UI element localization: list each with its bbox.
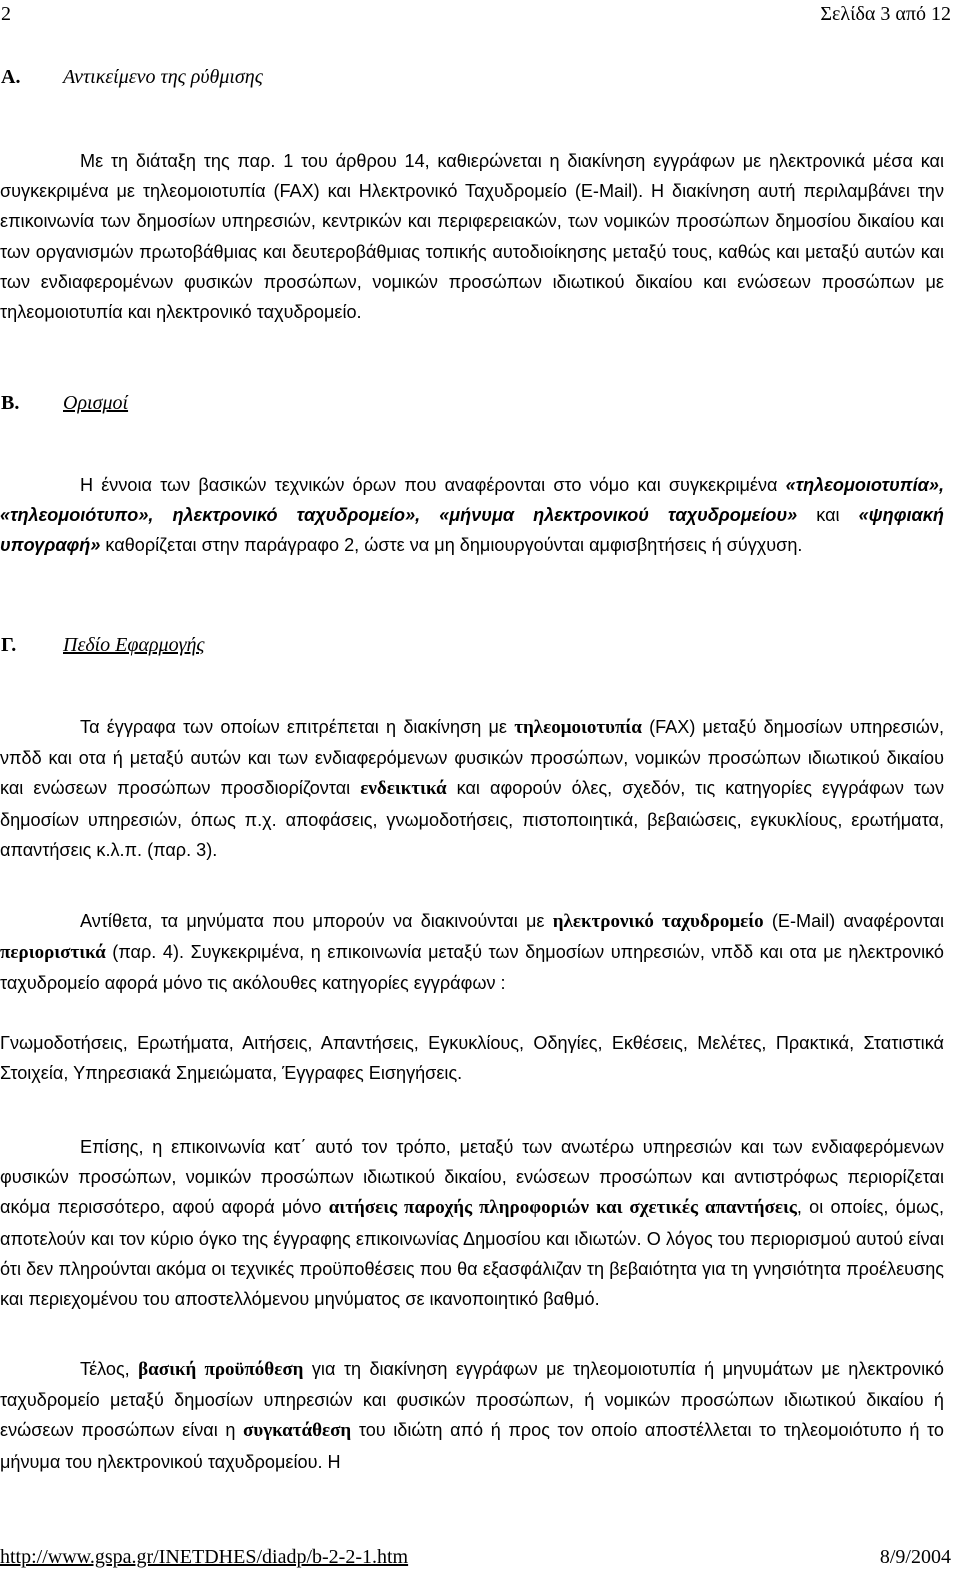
bold-term: συγκατάθεση: [243, 1420, 352, 1442]
text-run: (FAX) μεταξύ δημοσίων υπηρεσιών, νπδδ και οτα ή μεταξύ αυτών και των ενδιαφερόμενων φυσικών προσώπων, νομικών προσώπων ιδιωτικού δικαίου και ενώσεων προσώπων προσδιορίζονται: [0, 717, 944, 799]
section-a-paragraph: Με τη διάταξη της παρ. 1 του άρθρου 14, καθιερώνεται η διακίνηση εγγράφων με ηλεκτρονικά μέσα και συγκεκριμένα με τηλεομοιοτυπία (FAX) και Ηλεκτρονικό Ταχυδρομείο (E-Mail). Η διακίνηση αυτή περιλαμβάνει την επικοινωνία των δημοσίων υπηρεσιών, κεντρικών και περιφερειακών, των νομικών προσώπων δημοσίου δικαίου και των οργανισμών πρωτοβάθμιας και δευτεροβάθμιας τοπικής αυτοδιοίκησης μεταξύ τους, καθώς και μεταξύ αυτών και των ενδιαφερομένων φυσικών προσώπων, νομικών προσώπων ιδιωτικού δικαίου και ενώσεων προσώπων με τηλεομοιοτυπία και ηλεκτρονικό ταχυδρομείο.: [0, 151, 944, 323]
source-url-link[interactable]: http://www.gspa.gr/INETDHES/diadp/b-2-2-1.htm: [0, 1546, 409, 1568]
section-a-letter: Α.: [1, 66, 21, 88]
section-a-heading: [0, 66, 263, 89]
section-c-paragraph-3: Γνωμοδοτήσεις, Ερωτήματα, Αιτήσεις, Απαντήσεις, Εγκυκλίους, Οδηγίες, Εκθέσεις, Μελέτες, Πρακτικά, Στατιστικά Στοιχεία, Υπηρεσιακά Σημειώματα, Έγγραφες Εισηγήσεις.: [0, 1033, 944, 1084]
bold-term: βασική προϋπόθεση: [138, 1359, 304, 1380]
section-c-paragraph-2: [0, 906, 944, 999]
section-b-heading: [0, 392, 128, 415]
section-b-title: Ορισμοί: [63, 392, 129, 414]
bold-term: ενδεικτικά: [360, 778, 447, 800]
bold-term: αιτήσεις παροχής πληροφοριών και σχετικές απαντήσεις: [328, 1197, 797, 1219]
text-run: και: [797, 505, 859, 526]
defined-term-digital-signature: «ψηφιακή υπογραφή»: [0, 505, 944, 556]
page-number: 2: [1, 3, 11, 25]
text-run: Τα έγγραφα των οποίων επιτρέπεται η διακίνηση με: [80, 717, 515, 737]
bold-term: τηλεομοιοτυπία: [514, 717, 642, 738]
print-date: 8/9/2004: [879, 1546, 951, 1568]
section-c-title: Πεδίο Εφαρμογής: [63, 634, 205, 656]
section-b-letter: Β.: [1, 392, 20, 414]
bold-term: περιοριστικά: [0, 942, 106, 964]
section-c-paragraph-5: [0, 1354, 944, 1477]
section-b-paragraph: [0, 470, 944, 561]
text-run: του ιδιώτη από ή προς τον οποίο αποστέλλεται το τηλεομοιότυπο ή το μήνυμα του ηλεκτρονικού ταχυδρομείου. Η: [0, 1420, 944, 1472]
text-run: και αφορούν όλες, σχεδόν, τις κατηγορίες εγγράφων των δημοσίων υπηρεσιών, όπως π.χ. αποφάσεις, γνωμοδοτήσεις, πιστοποιητικά, βεβαιώσεις, εγκυκλίους, ερωτήματα, απαντήσεις κ.λ.π. (παρ. 3).: [0, 778, 945, 860]
section-c-letter: Γ.: [1, 634, 17, 656]
text-run: Τέλος,: [80, 1359, 139, 1379]
section-a-title: Αντικείμενο της ρύθμισης: [63, 66, 263, 88]
text-run: για τη διακίνηση εγγράφων με τηλεομοιοτυπία ή μηνυμάτων με ηλεκτρονικό ταχυδρομείο μεταξύ δημοσίων υπηρεσιών και φυσικών προσώπων, ή νομικών προσώπων ιδιωτικού δικαίου ή ενώσεων προσώπων είναι η: [0, 1359, 944, 1441]
text-run: καθορίζεται στην παράγραφο 2, ώστε να μη δημιουργούνται αμφισβητήσεις ή σύγχυση.: [100, 535, 803, 556]
text-run: (παρ. 4). Συγκεκριμένα, η επικοινωνία μεταξύ των δημοσίων υπηρεσιών, νπδδ και οτα με ηλεκτρονικό ταχυδρομείο αφορά μόνο τις ακόλουθες κατηγορίες εγγράφων :: [0, 942, 944, 994]
text-run: Αντίθετα, τα μηνύματα που μπορούν να διακινούνται με: [80, 911, 553, 931]
text-run: (E-Mail) αναφέρονται: [763, 911, 945, 931]
page-of-indicator: Σελίδα 3 από 12: [820, 3, 951, 25]
text-run: Επίσης, η επικοινωνία κατ΄ αυτό τον τρόπο, μεταξύ των ανωτέρω υπηρεσιών και των ενδιαφερόμενων φυσικών προσώπων, νομικών προσώπων ιδιωτικού δικαίου, ενώσεων προσώπων και αντιστρόφως περιορίζεται ακόμα περισσότερο, αφού αφορά μόνο: [0, 1137, 944, 1218]
section-c-paragraph-4: [0, 1132, 944, 1314]
text-run: , οι οποίες, όμως, αποτελούν και τον κύριο όγκο της έγγραφης επικοινωνίας Δημοσίου και ιδιωτών. Ο λόγος του περιορισμού αυτού είναι ότι δεν πληρούνται ακόμα οι τεχνικές προϋποθέσεις που θα εξασφάλιζαν τη βεβαιότητα για τη γνησιότητα προέλευσης και περιεχομένου του αποστελλόμενου μηνύματος σε ικανοποιητικό βαθμό.: [0, 1197, 944, 1310]
bold-term: ηλεκτρονικό ταχυδρομείο: [552, 911, 764, 932]
section-c-heading: [0, 634, 205, 657]
defined-terms: «τηλεομοιοτυπία», «τηλεομοιότυπο», ηλεκτρονικό ταχυδρομείο», «μήνυμα ηλεκτρονικού ταχυδρομείου»: [0, 475, 944, 526]
text-run: Η έννοια των βασικών τεχνικών όρων που αναφέρονται στο νόμο και συγκεκριμένα: [80, 475, 786, 495]
section-c-paragraph-1: [0, 712, 944, 865]
